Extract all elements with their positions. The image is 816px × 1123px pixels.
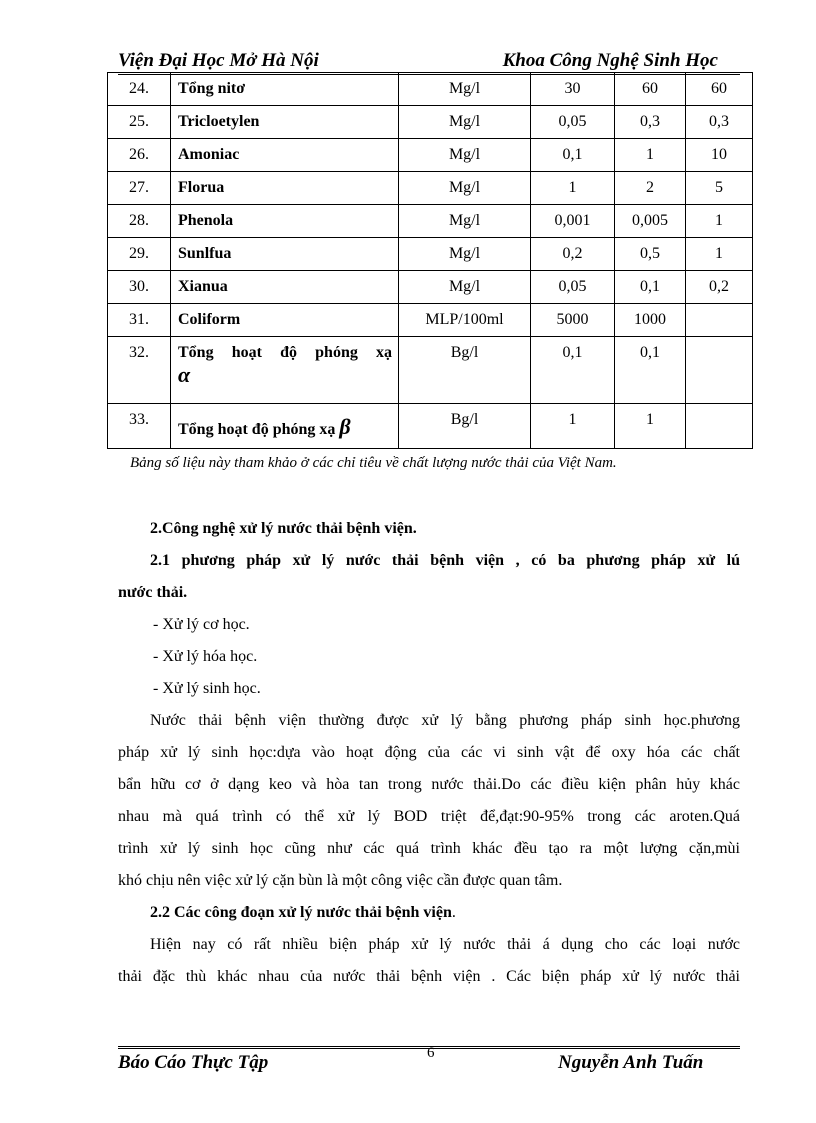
- section-heading-2-1: 2.1 phương pháp xử lý nước thải bệnh viện , có ba phương pháp xử lú: [150, 552, 740, 569]
- limit-b: 1: [646, 411, 654, 428]
- bullet-item: - Xử lý sinh học.: [153, 680, 261, 697]
- beta-symbol: β: [339, 414, 351, 439]
- parameter-name: Xianua: [178, 278, 228, 295]
- parameter-name: Florua: [178, 179, 225, 196]
- table-caption: Bảng số liệu này tham khảo ở các chỉ tiêu về chất lượng nước thải của Việt Nam.: [130, 455, 617, 471]
- limit-b: 0,1: [640, 344, 660, 361]
- table-row: [108, 106, 753, 139]
- table-row: [108, 404, 753, 449]
- parameter-name: Coliform: [178, 311, 241, 328]
- limit-c: 60: [711, 80, 727, 97]
- paragraph-line: nhau mà quá trình có thể xử lý BOD triệt để,đạt:90-95% trong các aroten.Quá: [118, 808, 740, 825]
- table-row: [108, 271, 753, 304]
- parameter-name: Tricloetylen: [178, 113, 260, 130]
- limit-c: 5: [715, 179, 723, 196]
- limit-c: 1: [715, 212, 723, 229]
- limit-a: 0,05: [558, 113, 587, 130]
- limit-c: 0,2: [709, 278, 729, 295]
- limit-b: 0,1: [640, 278, 660, 295]
- row-number: 29.: [129, 245, 149, 262]
- row-number: 25.: [129, 113, 149, 130]
- unit: Mg/l: [448, 179, 481, 196]
- parameter-name: Tổng nitơ: [178, 80, 246, 97]
- unit: Mg/l: [448, 80, 481, 97]
- page-header: [118, 48, 740, 75]
- table-row: [108, 304, 753, 337]
- table-row: [108, 337, 753, 404]
- limit-c: 0,3: [709, 113, 729, 130]
- limit-b: 1000: [634, 311, 666, 328]
- footer-author: Nguyễn Anh Tuấn: [558, 1052, 704, 1073]
- limit-b: 0,3: [640, 113, 660, 130]
- table-row: [108, 139, 753, 172]
- heading-2-2-text: 2.2 Các công đoạn xử lý nước thải bệnh viện: [150, 904, 452, 921]
- paragraph-line: khó chịu nên việc xử lý cặn bùn là một công việc cần được quan tâm.: [118, 872, 563, 889]
- unit: Bg/l: [450, 411, 479, 428]
- table-row: [108, 205, 753, 238]
- unit: Mg/l: [448, 245, 481, 262]
- limit-b: 2: [646, 179, 654, 196]
- paragraph-line: bẩn hữu cơ ở dạng keo và hòa tan trong nước thải.Do các điều kiện phân hủy khác: [118, 776, 740, 793]
- limit-c: [686, 404, 752, 411]
- paragraph-line: thải đặc thù khác nhau của nước thải bệnh viện . Các biện pháp xử lý nước thải: [118, 968, 740, 985]
- row-number: 31.: [129, 311, 149, 328]
- heading-2-2-dot: .: [451, 904, 456, 921]
- limit-b: 0,005: [632, 212, 668, 229]
- page-number: 6: [427, 1045, 435, 1061]
- section-heading-2-2: [150, 904, 456, 922]
- row-number: 30.: [129, 278, 149, 295]
- parameter-name: Tổng hoạt độ phóng xạ: [178, 421, 336, 438]
- unit: Mg/l: [448, 113, 481, 130]
- limit-a: 0,2: [562, 245, 583, 262]
- limit-a: 1: [568, 411, 577, 428]
- table-row: [108, 238, 753, 271]
- limit-a: 0,05: [558, 278, 587, 295]
- paragraph-line: trình xử lý sinh học cũng như các quá trình khác đều tạo ra một lượng cặn,mùi: [118, 840, 740, 857]
- water-quality-table: [107, 72, 753, 449]
- header-faculty: Khoa Công Nghệ Sinh Học: [502, 50, 718, 71]
- table-row: [108, 172, 753, 205]
- paragraph-line: Hiện nay có rất nhiều biện pháp xử lý nước thải á dụng cho các loại nước: [150, 936, 740, 953]
- limit-a: 30: [564, 80, 581, 97]
- limit-c: [686, 337, 752, 344]
- limit-a: 0,001: [554, 212, 591, 229]
- limit-b: 1: [646, 146, 654, 163]
- parameter-name: Sunlfua: [178, 245, 232, 262]
- parameter-name: Tổng hoạt độ phóng xạ: [178, 344, 392, 361]
- bullet-item: - Xử lý hóa học.: [153, 648, 258, 665]
- parameter-name: Amoniac: [178, 146, 240, 163]
- section-heading-2: 2.Công nghệ xử lý nước thải bệnh viện.: [150, 520, 417, 537]
- row-number: 28.: [129, 212, 149, 229]
- limit-c: 1: [715, 245, 723, 262]
- unit: Bg/l: [450, 344, 479, 361]
- limit-a: 0,1: [562, 146, 583, 163]
- row-number: 27.: [129, 179, 149, 196]
- parameter-name: Phenola: [178, 212, 234, 229]
- unit: MLP/100ml: [425, 311, 504, 328]
- paragraph-line: pháp xử lý sinh học:dựa vào hoạt động của các vi sinh vật để oxy hóa các chất: [118, 744, 740, 761]
- paragraph-line: Nước thải bệnh viện thường được xử lý bằng phương pháp sinh học.phương: [150, 712, 740, 729]
- unit: Mg/l: [448, 212, 481, 229]
- footer-report-title: Báo Cáo Thực Tập: [118, 1052, 269, 1073]
- bullet-item: - Xử lý cơ học.: [153, 616, 250, 633]
- limit-b: 60: [642, 80, 658, 97]
- limit-a: 1: [568, 179, 577, 196]
- table-row: [108, 73, 753, 106]
- limit-c: 10: [711, 146, 727, 163]
- limit-c: [686, 304, 752, 311]
- row-number: 24.: [129, 80, 149, 97]
- limit-a: 5000: [556, 311, 589, 328]
- limit-b: 0,5: [640, 245, 660, 262]
- unit: Mg/l: [448, 146, 481, 163]
- alpha-symbol: α: [178, 362, 191, 387]
- limit-a: 0,1: [562, 344, 583, 361]
- header-institution: Viện Đại Học Mở Hà Nội: [118, 50, 319, 71]
- unit: Mg/l: [448, 278, 481, 295]
- row-number: 33.: [129, 411, 149, 428]
- row-number: 32.: [129, 344, 149, 361]
- section-heading-2-1-cont: nước thải.: [118, 584, 188, 601]
- row-number: 26.: [129, 146, 149, 163]
